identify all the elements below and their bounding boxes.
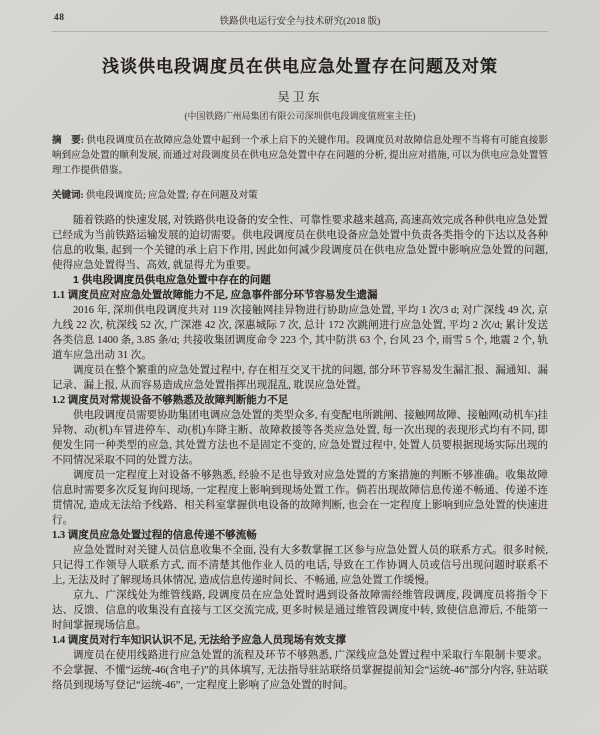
author-name: 吴卫东 <box>277 90 323 104</box>
abstract-text: 供电段调度员在故障应急处置中起到一个承上启下的关键作用。段调度员对故障信息处理不当将有可能直接影响到应急处置的顺利发展, 而通过对段调度员在供电应急处置中存在问题的分析, 提出应对措施, 可以为供电应急处置管理工作提供借鉴。 <box>52 136 548 176</box>
subsection-1-1-paragraph-1: 2016 年, 深圳供电段调度共对 119 次接触网挂异物进行协助应急处置, 平均 1 次/3 d; 对广深线 49 次, 京九线 22 次, 杭深线 52 次, 广深港 42 次, 深惠城际 7 次, 总计 172 次跳闸进行应急处置, 平均 2 次/d; 累计发送各类信息 1400 条, 3.85 条/d; 共接收集团调度命令 223 个, 其中防洪 63 个, 台风 23 个, 雨雪 5 个, 地震 2 个, 轨道车应急出动 31 次。 <box>52 305 548 361</box>
article-title: 浅谈供电段调度员在供电应急处置存在问题及对策 <box>102 57 498 76</box>
section-1-heading: 1 供电段调度员供电应急处置中存在的问题 <box>73 274 271 286</box>
author-affiliation: (中国铁路广州局集团有限公司深圳供电段调度值班室主任) <box>184 111 416 121</box>
subsection-1-3-heading: 1.3 调度员应急处置过程的信息传递不够流畅 <box>52 530 257 541</box>
keywords-text: 供电段调度员; 应急处置; 存在问题及对策 <box>86 190 258 201</box>
subsection-1-3-paragraph-2: 京九、广深线处为维管线路, 段调度员在应急处置时遇到设备故障需经维管段调度, 段调度员将指令下达、反馈、信息的收集没有直接与工区交流完成, 更多时候是通过维管段调度中转, 致使信息滞后, 不能第一时间掌握现场信息。 <box>52 590 548 631</box>
keywords <box>52 189 548 204</box>
subsection-1-2-paragraph-1: 供电段调度员需要协助集团电调应急处置的类型众多, 有变配电所跳闸、接触网故障、接触网(动机车)挂异物、动(机)车冒进停车、动(机)车降主断、故障救援等各类应急处置, 每一次出现的表现形式均有不同, 即便发生同一种类型的应急, 其处置方法也不是固定不变的, 应急处置过程中, 处置人员要根据现场实际出现的不同情况采取不同的处置方法。 <box>52 410 548 466</box>
abstract <box>52 134 548 179</box>
abstract-label: 摘 要: <box>52 136 85 146</box>
running-header <box>52 13 548 32</box>
subsection-1-4-paragraph-1: 调度员在使用线路进行应急处置的流程及环节不够熟悉, 广深线应急处置过程中采取行车限制卡要求。不会掌握、不懂“运统-46(含电子)”的具体填写, 无法指导驻站联络员掌握提前知会“运统-46”部分内容, 驻站联络员到现场写登记“运统-46”, 一定程度上影响了应急处置的时间。 <box>52 650 548 691</box>
running-header-title: 铁路供电运行安全与技术研究(2018 版) <box>219 17 381 27</box>
subsection-1-4-heading: 1.4 调度员对行车知识认识不足, 无法给予应急人员现场有效支撑 <box>52 635 346 646</box>
subsection-1-2-paragraph-2: 调度员一定程度上对设备不够熟悉, 经验不足也导致对应急处置的方案措施的判断不够准确。收集故障信息时需要多次反复询问现场, 一定程度上影响到现场处置工作。倘若出现故障信息传递不畅通、传递不连贯情况, 造成无法给予线路、相关科室掌握供电设备的故障判断, 也会在一定程度上影响到应急处置的快速进行。 <box>52 470 548 526</box>
keywords-label: 关键词: <box>52 190 84 201</box>
page-number: 48 <box>54 13 65 23</box>
subsection-1-1-paragraph-2: 调度员在整个繁重的应急处置过程中, 存在相互交叉干扰的问题, 部分环节容易发生漏汇报、漏通知、漏记录、漏上报, 从而容易造成应急处置指挥出现混乱, 耽误应急处置。 <box>52 365 548 391</box>
article-body <box>52 213 548 693</box>
subsection-1-3-paragraph-1: 应急处置时对关键人员信息收集不全面, 没有大多数掌握工区参与应急处置人员的联系方式。很多时候, 只记得工作领导人联系方式, 而不清楚其他作业人员的电话, 导致在工作协调人员或信号出现问题时联系不上, 无法及时了解现场具体情况, 造成信息传递时间长、不畅通, 应急处置工作缓慢。 <box>52 545 548 586</box>
subsection-1-1-heading: 1.1 调度员应对应急处置故障能力不足, 应急事件部分环节容易发生遗漏 <box>52 290 378 301</box>
subsection-1-2-heading: 1.2 调度员对常规设备不够熟悉及故障判断能力不足 <box>52 395 289 406</box>
intro-paragraph: 随着铁路的快速发展, 对铁路供电设备的安全性、可靠性要求越来越高, 高速高效完成各种供电应急处置已经成为当前铁路运输发展的迫切需要。供电段调度员在供电设备应急处置中负责各类指令的下达以及各种信息的收集, 起到一个关键的承上启下作用, 因此如何减少段调度员在供电应急处置中影响应急处置的问题, 使得应急处置得当、高效, 就显得尤为重要。 <box>52 215 548 271</box>
